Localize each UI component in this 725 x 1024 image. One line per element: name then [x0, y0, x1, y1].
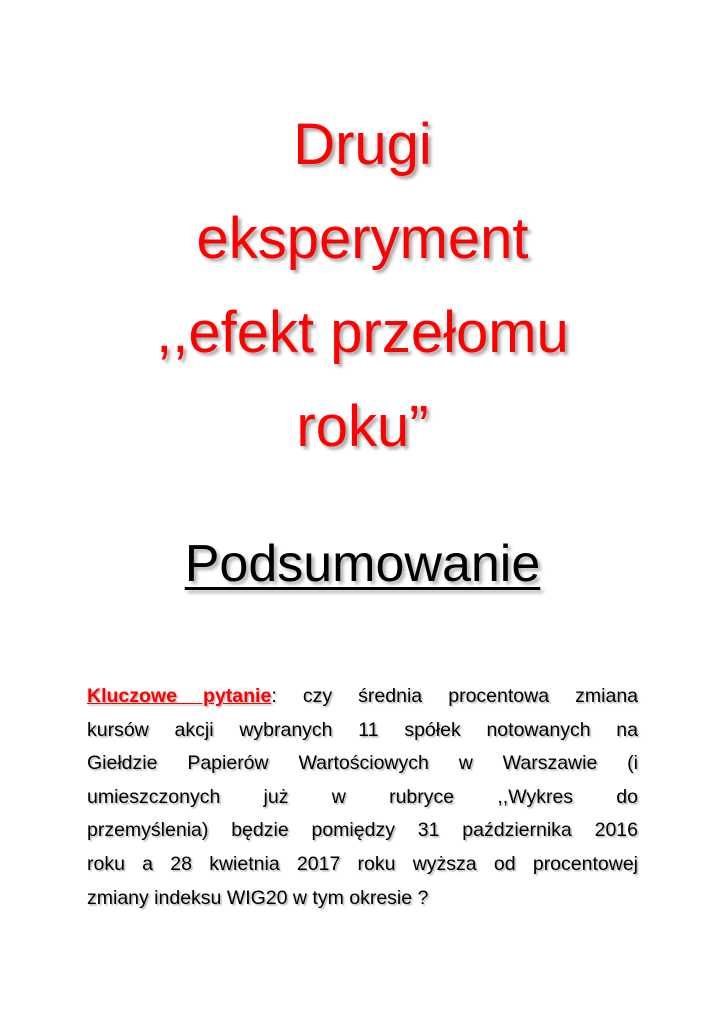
key-question-label: Kluczowe pytanie	[87, 685, 272, 707]
summary-heading-text: Podsumowanie	[184, 535, 541, 593]
paragraph-line-4: umieszczonych już w rubryce ,,Wykres do	[87, 785, 638, 808]
paragraph-line-1-text: : czy średnia procentowa zmiana	[271, 685, 639, 707]
paragraph-line-1	[87, 680, 638, 714]
paragraph-line-6: roku a 28 kwietnia 2017 roku wyższa od procentowej	[87, 852, 638, 875]
title-line-1: Drugi	[293, 112, 432, 177]
paragraph-line-2: kursów akcji wybranych 11 spółek notowanych na	[87, 718, 638, 741]
paragraph-line-7: zmiany indeksu WIG20 w tym okresie ?	[87, 886, 429, 909]
paragraph-line-5: przemyślenia) będzie pomiędzy 31 października 2016	[87, 819, 638, 842]
key-question-paragraph	[87, 680, 638, 915]
title-line-3: ,,efekt przełomu	[156, 300, 569, 365]
title-line-2: eksperyment	[196, 206, 529, 271]
title-line-4: roku”	[296, 394, 429, 459]
summary-heading	[0, 524, 725, 604]
main-title	[0, 98, 725, 474]
paragraph-line-3: Giełdzie Papierów Wartościowych w Warszawie (i	[87, 752, 638, 775]
